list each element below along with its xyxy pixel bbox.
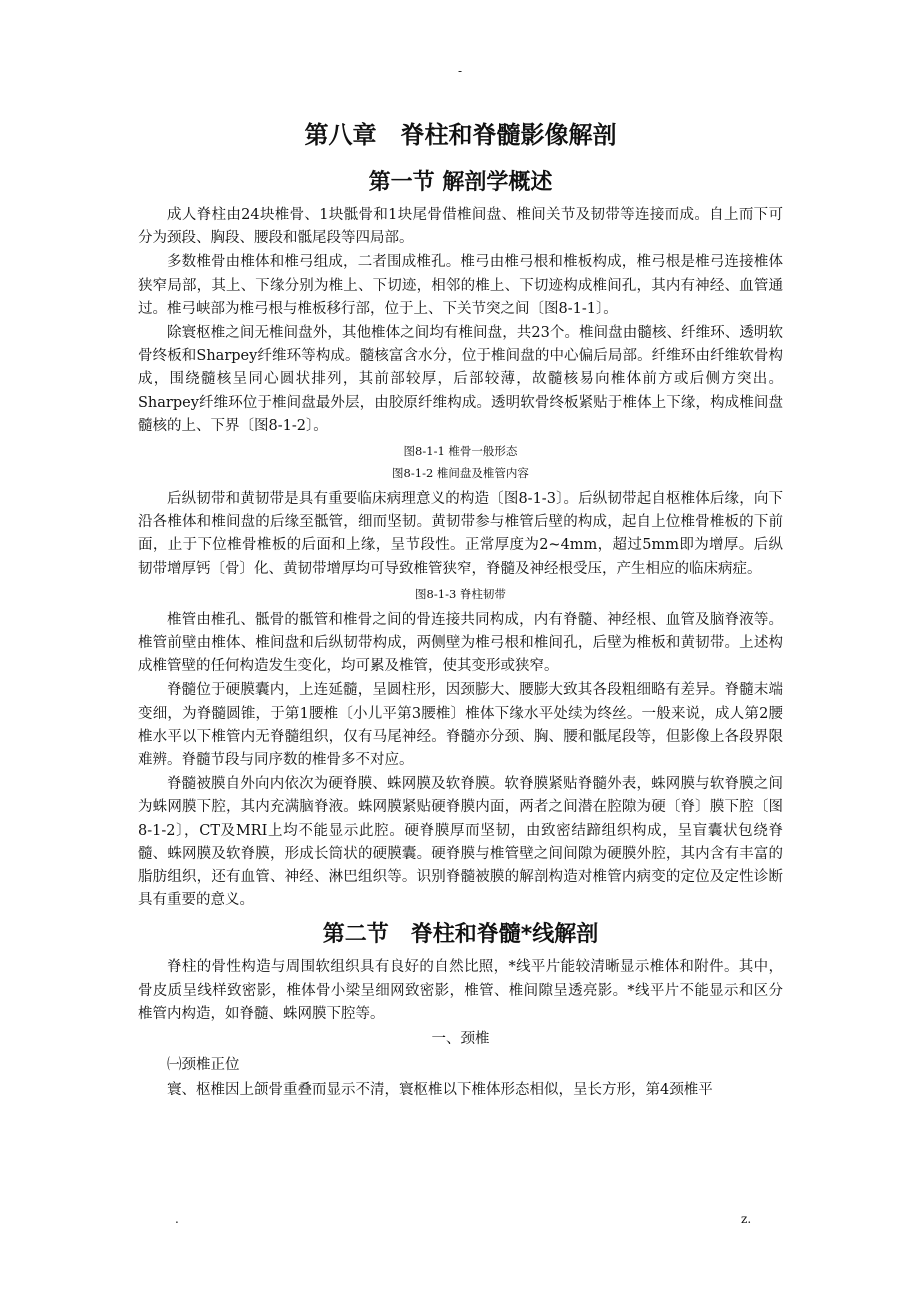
paragraph: 寰、枢椎因上颌骨重叠而显示不清，寰枢椎以下椎体形态相似，呈长方形，第4颈椎平: [167, 1082, 713, 1099]
paragraph: 脊髓位于硬膜囊内，上连延髓，呈圆柱形，因颈膨大、腰膨大致其各段粗细略有差异。脊髓末端变细，为脊髓圆锥，于第1腰椎〔小儿平第3腰椎〕椎体下缘水平处续为终丝。一般来说，成人第2腰椎水平以下椎管内无脊髓组织，仅有马尾神经。脊髓亦分颈、胸、腰和骶尾段等，但影像上各段界限难辨。脊髓节段与同序数的椎骨多不对应。: [138, 682, 783, 769]
chapter-title: 第八章 脊柱和脊髓影像解剖: [304, 121, 617, 149]
section-1-title: 第一节 解剖学概述: [368, 170, 553, 195]
paragraph: 后纵韧带和黄韧带是具有重要临床病理意义的构造〔图8-1-3〕。后纵韧带起自枢椎体后缘，向下沿各椎体和椎间盘的后缘至骶管，细而坚韧。黄韧带参与椎管后壁的构成，起自上位椎骨椎板的下前面，止于下位椎骨椎板的后面和上缘，呈节段性。正常厚度为2~4mm，超过5mm即为增厚。后纵韧带增厚钙〔骨〕化、黄韧带增厚均可导致椎管狭窄，脊髓及神经根受压，产生相应的临床病症。: [138, 491, 783, 577]
paragraph: 成人脊柱由24块椎骨、1块骶骨和1块尾骨借椎间盘、椎间关节及韧带等连接而成。自上而下可分为颈段、胸段、腰段和骶尾段等四局部。: [138, 207, 783, 247]
footer-left-mark: .: [175, 1212, 179, 1226]
paragraph: 脊髓被膜自外向内依次为硬脊膜、蛛网膜及软脊膜。软脊膜紧贴脊髓外表，蛛网膜与软脊膜之间为蛛网膜下腔，其内充满脑脊液。蛛网膜紧贴硬脊膜内面，两者之间潜在腔隙为硬〔脊〕膜下腔〔图8-1-2〕，CT及MRI上均不能显示此腔。硬脊膜厚而坚韧，由致密结蹄组织构成，呈盲囊状包绕脊髓、蛛网膜及软脊膜，形成长筒状的硬膜囊。硬脊膜与椎管壁之间间隙为硬膜外腔，其内含有丰富的脂肪组织，还有血管、神经、淋巴组织等。识别脊髓被膜的解剖构造对椎管内病变的定位及定性诊断具有重要的意义。: [138, 776, 783, 909]
paragraph: 椎管由椎孔、骶骨的骶管和椎骨之间的骨连接共同构成，内有脊髓、神经根、血管及脑脊液等。椎管前壁由椎体、椎间盘和后纵韧带构成，两侧壁为椎弓根和椎间孔，后壁为椎板和黄韧带。上述构成椎管壁的任何构造发生变化，均可累及椎管，使其变形或狭窄。: [138, 611, 783, 675]
figure-caption-8-1-3: 图8-1-3 脊柱韧带: [415, 586, 506, 601]
section-2-title: 第二节 脊柱和脊髓*线解剖: [322, 922, 599, 948]
paragraph: 脊柱的骨性构造与周围软组织具有良好的自然比照，*线平片能较清晰显示椎体和附件。其中，骨皮质呈线样致密影，椎体骨小梁呈细网致密影，椎管、椎间隙呈透亮影。*线平片不能显示和区分椎管内构造，如脊髓、蛛网膜下腔等。: [138, 959, 783, 1022]
figure-caption-8-1-1: 图8-1-1 椎骨一般形态: [403, 444, 518, 459]
footer-right-mark: z.: [741, 1212, 752, 1226]
subheading-cervical-ap-view: ㈠颈椎正位: [167, 1057, 240, 1074]
document-body: [138, 116, 783, 1103]
page-header-mark: -: [457, 64, 463, 78]
paragraph: 多数椎骨由椎体和椎弓组成，二者围成椎孔。椎弓由椎弓根和椎板构成，椎弓根是椎弓连接椎体狭窄局部，其上、下缘分别为椎上、下切迹，相邻的椎上、下切迹构成椎间孔，其内有神经、血管通过。椎弓峡部为椎弓根与椎板移行部，位于上、下关节突之间〔图8-1-1〕。: [138, 254, 783, 317]
paragraph: 除寰枢椎之间无椎间盘外，其他椎体之间均有椎间盘，共23个。椎间盘由髓核、纤维环、透明软骨终板和Sharpey纤维环等构成。髓核富含水分，位于椎间盘的中心偏后局部。纤维环由纤维软骨构成，围绕髓核呈同心圆状排列，其前部较厚，后部较薄，故髓核易向椎体前方或后侧方突出。Sharpey纤维环位于椎间盘最外层，由胶原纤维构成。透明软骨终板紧贴于椎体上下缘，构成椎间盘髓核的上、下界〔图8-1-2〕。: [138, 325, 783, 434]
subheading-cervical-spine: 一、颈椎: [431, 1031, 490, 1048]
figure-caption-8-1-2: 图8-1-2 椎间盘及椎管内容: [392, 466, 529, 481]
